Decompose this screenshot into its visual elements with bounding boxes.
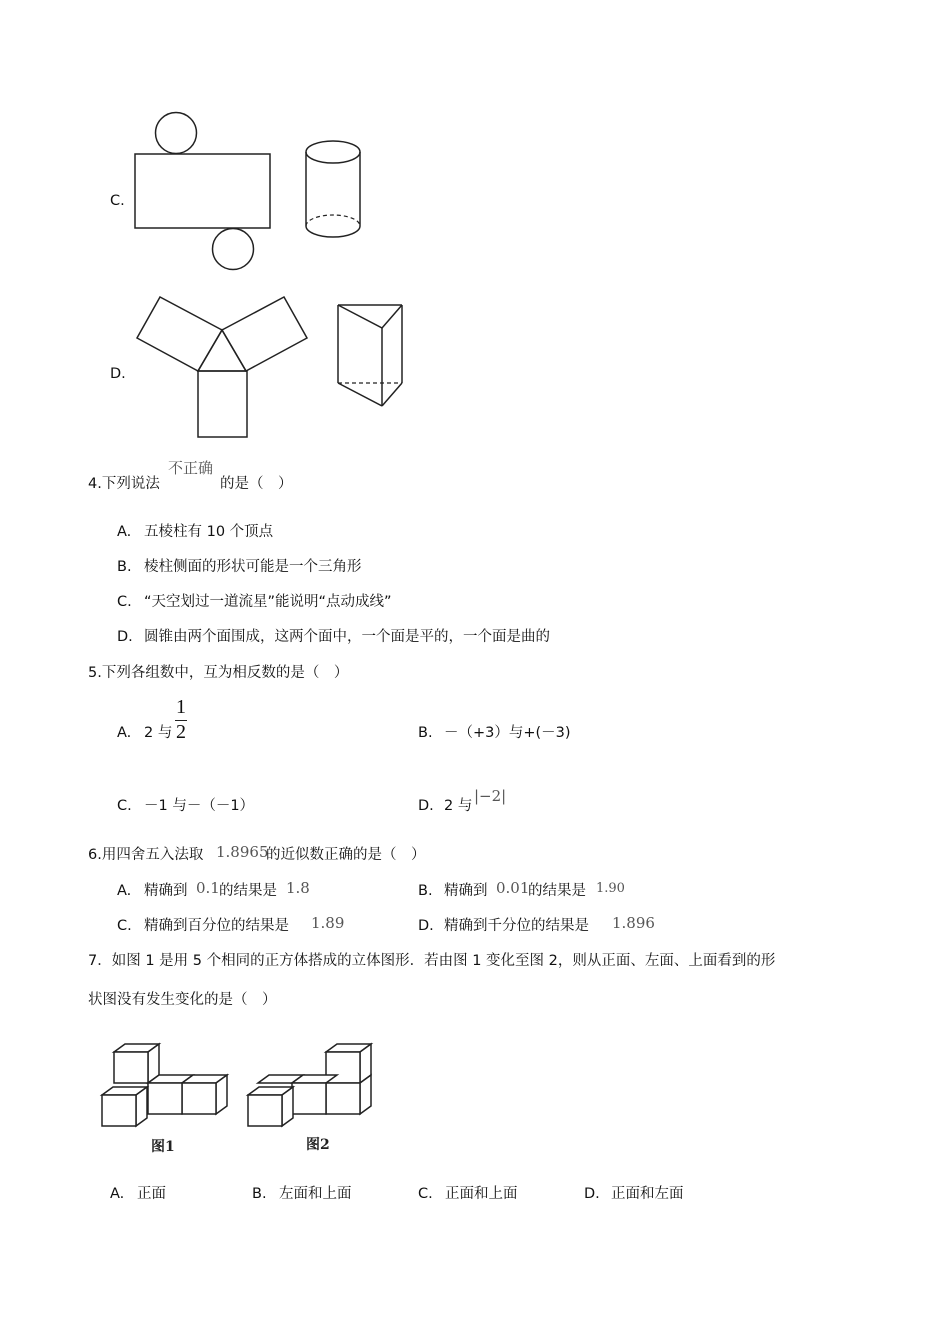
- q7-option-b-label: B.: [252, 1186, 267, 1202]
- q5-option-d-expression: |−2|: [474, 787, 507, 805]
- q4-option-d-label: D.: [117, 629, 133, 645]
- q7-option-a-text: 正面: [137, 1186, 166, 1202]
- q6-option-c-text: 精确到百分位的结果是: [144, 918, 289, 934]
- q6-option-d-label: D.: [418, 918, 434, 934]
- q7-option-b-text: 左面和上面: [279, 1186, 352, 1202]
- q7-stem-line-2: 状图没有发生变化的是（ ）: [88, 992, 277, 1008]
- q6-stem-end: 的近似数正确的是（ ）: [266, 847, 426, 863]
- q4-option-a-label: A.: [117, 524, 132, 540]
- q5-option-c-text: －1 与－（－1）: [144, 798, 255, 814]
- q6-option-a-text: 精确到: [144, 883, 188, 899]
- q5-option-b-label: B.: [418, 725, 433, 741]
- q6-option-a-result: 1.8: [286, 879, 310, 897]
- cylinder-figure: [300, 138, 366, 243]
- cylinder-net-figure: [130, 110, 280, 275]
- q6-option-c-result: 1.89: [311, 914, 345, 932]
- q6-option-b-place: 0.01: [496, 879, 530, 897]
- q3-option-c-label: C.: [110, 193, 125, 209]
- q6-option-b-text: 精确到: [444, 883, 488, 899]
- q7-option-c-label: C.: [418, 1186, 433, 1202]
- fraction-denominator: 2: [176, 721, 186, 743]
- triangular-prism-figure: [330, 300, 410, 412]
- q5-option-b-text: －（+3）与+(－3): [444, 725, 571, 741]
- q6-option-b-mid: 的结果是: [528, 883, 586, 899]
- q6-option-a-mid: 的结果是: [219, 883, 277, 899]
- q7-stem-line-1: 7．如图 1 是用 5 个相同的正方体搭成的立体图形．若由图 1 变化至图 2，则从正面、左面、上面看到的形: [88, 953, 776, 969]
- q5-option-c-label: C.: [117, 798, 132, 814]
- figure-2-caption: 图2: [306, 1137, 330, 1153]
- q6-option-a-place: 0.1: [196, 879, 220, 897]
- q7-option-d-text: 正面和左面: [611, 1186, 684, 1202]
- q4-option-b-label: B.: [117, 559, 132, 575]
- q4-option-d-text: 圆锥由两个面围成，这两个面中，一个面是平的，一个面是曲的: [144, 629, 550, 645]
- q7-option-c-text: 正面和上面: [445, 1186, 518, 1202]
- q6-option-c-label: C.: [117, 918, 132, 934]
- q6-option-d-text: 精确到千分位的结果是: [444, 918, 589, 934]
- figure-1-caption: 图1: [151, 1139, 175, 1155]
- q6-option-a-label: A.: [117, 883, 132, 899]
- q7-option-a-label: A.: [110, 1186, 125, 1202]
- q5-option-d-text: 2 与: [444, 798, 473, 814]
- q5-option-d-label: D.: [418, 798, 434, 814]
- figure-2-cube-stack: [246, 1040, 376, 1130]
- q4-stem-emphasis: 不正确: [168, 459, 214, 477]
- fraction-numerator: 1: [176, 696, 186, 718]
- q6-option-d-result: 1.896: [612, 914, 655, 932]
- q5-option-a-text: 2 与: [144, 725, 173, 741]
- q6-stem-start: 6.用四舍五入法取: [88, 847, 204, 863]
- q4-stem-end: 的是（ ）: [220, 476, 293, 492]
- q7-option-d-label: D.: [584, 1186, 600, 1202]
- figure-1-cube-stack: [100, 1040, 230, 1130]
- q4-stem-start: 4.下列说法: [88, 476, 160, 492]
- q6-option-b-result: 1.90: [596, 881, 625, 896]
- q4-option-c-text: “天空划过一道流星”能说明“点动成线”: [144, 594, 392, 610]
- q4-option-a-text: 五棱柱有 10 个顶点: [144, 524, 274, 540]
- q4-option-b-text: 棱柱侧面的形状可能是一个三角形: [144, 559, 362, 575]
- q6-option-b-label: B.: [418, 883, 433, 899]
- triangular-prism-net-figure: [130, 290, 315, 442]
- q6-stem-number: 1.8965: [216, 843, 269, 861]
- q5-option-a-label: A.: [117, 725, 132, 741]
- q3-option-d-label: D.: [110, 366, 126, 382]
- q5-stem: 5.下列各组数中，互为相反数的是（ ）: [88, 665, 349, 681]
- q4-option-c-label: C.: [117, 594, 132, 610]
